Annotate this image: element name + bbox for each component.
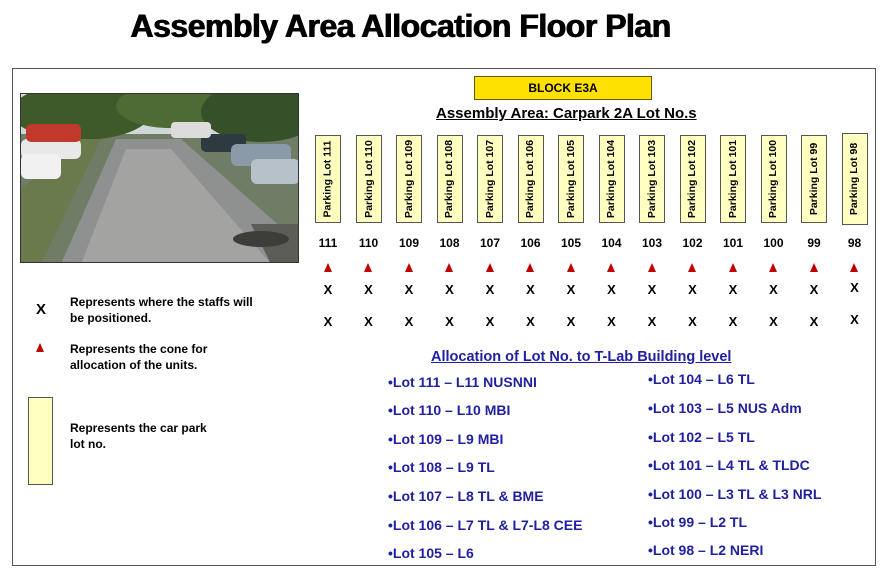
staff-position-marker: X	[526, 314, 535, 329]
parking-lot-label: Parking Lot 104	[605, 139, 618, 219]
staff-position-marker: X	[526, 282, 535, 297]
staff-position-marker: X	[647, 282, 657, 297]
lot-number: 100	[763, 236, 784, 250]
assembly-area-label: Assembly Area: Carpark 2A Lot No.s	[436, 105, 697, 122]
parking-lot-box	[761, 135, 787, 223]
cone-icon	[810, 263, 818, 272]
parking-lot-label: Parking Lot 110	[362, 140, 375, 218]
cone-icon	[445, 263, 453, 272]
parking-lot-box	[599, 135, 625, 223]
staff-position-marker: X	[323, 282, 333, 297]
allocation-item: •Lot 107 – L8 TL & BME	[388, 488, 544, 504]
staff-position-marker: X	[404, 314, 414, 329]
cone-icon	[729, 263, 737, 272]
allocation-item: •Lot 101 – L4 TL & TLDC	[648, 457, 810, 473]
allocation-item: •Lot 98 – L2 NERI	[648, 542, 764, 558]
staff-position-marker: X	[404, 282, 414, 297]
staff-position-marker: X	[445, 314, 454, 329]
staff-marker-legend-icon: X	[36, 301, 47, 318]
lot-number: 104	[601, 236, 622, 250]
lot-number: 106	[520, 236, 541, 250]
parking-lot-box	[315, 135, 341, 223]
cone-icon	[324, 263, 332, 272]
staff-position-marker: X	[647, 314, 657, 329]
allocation-item: •Lot 103 – L5 NUS Adm	[648, 400, 802, 416]
parking-lot-box	[356, 135, 382, 223]
staff-position-marker: X	[728, 282, 738, 297]
allocation-title: Allocation of Lot No. to T-Lab Building level	[431, 349, 732, 365]
lot-number: 108	[439, 236, 460, 250]
lot-number: 102	[682, 236, 703, 250]
parking-lot-box	[842, 133, 868, 225]
lot-number: 101	[722, 236, 744, 250]
staff-position-marker: X	[566, 314, 576, 329]
allocation-item: •Lot 99 – L2 TL	[648, 514, 748, 530]
carpark-photo	[20, 93, 299, 263]
carpark-photo-illustration	[21, 94, 299, 263]
parking-lot-label: Parking Lot 107	[484, 139, 497, 219]
staff-position-marker: X	[688, 282, 697, 297]
allocation-item: •Lot 106 – L7 TL & L7-L8 CEE	[388, 517, 583, 533]
parking-lot-label: Parking Lot 100	[767, 139, 780, 219]
block-e3a-label: BLOCK E3A	[474, 76, 652, 100]
cone-icon	[567, 263, 575, 272]
page-title: Assembly Area Allocation Floor Plan	[130, 8, 671, 44]
cone-icon	[607, 263, 615, 272]
staff-position-marker: X	[364, 314, 373, 329]
parking-lot-box	[720, 135, 746, 223]
allocation-item: •Lot 105 – L6	[388, 545, 474, 561]
staff-position-marker: X	[769, 314, 778, 329]
legend-cone-text: Represents the cone for allocation of the units.	[70, 342, 208, 372]
legend-staff-text: Represents where the staffs will be positioned.	[70, 295, 253, 325]
cone-icon	[364, 263, 372, 272]
lot-number: 107	[479, 236, 501, 250]
parking-lot-label: Parking Lot 101	[727, 139, 740, 219]
lot-number: 110	[358, 236, 379, 250]
parking-lot-box	[477, 135, 503, 223]
parking-lot-label: Parking Lot 106	[524, 139, 537, 219]
allocation-item: •Lot 108 – L9 TL	[388, 459, 495, 475]
cone-icon	[850, 263, 858, 272]
parking-lot-box	[801, 135, 827, 223]
staff-position-marker: X	[607, 282, 616, 297]
staff-position-marker: X	[445, 282, 454, 297]
parking-lot-label: Parking Lot 111	[322, 140, 335, 218]
staff-position-marker: X	[364, 282, 373, 297]
parking-lot-label: Parking Lot 98	[848, 142, 861, 216]
legend-lot-text: Represents the car park lot no.	[70, 421, 207, 451]
lot-number: 98	[847, 236, 862, 250]
cone-icon	[769, 263, 777, 272]
staff-position-marker: X	[850, 280, 859, 295]
cone-legend-icon	[36, 343, 44, 352]
cone-icon	[405, 263, 413, 272]
staff-position-marker: X	[688, 314, 697, 329]
cone-icon	[648, 263, 656, 272]
parking-lot-box	[680, 135, 706, 223]
parking-lot-box	[558, 135, 584, 223]
parking-lot-box	[518, 135, 544, 223]
allocation-item: •Lot 109 – L9 MBI	[388, 431, 504, 447]
staff-position-marker: X	[323, 314, 333, 329]
lot-number: 109	[398, 236, 420, 250]
parking-lot-label: Parking Lot 108	[443, 139, 456, 219]
parking-lot-label: Parking Lot 103	[646, 139, 659, 219]
parking-lot-box	[396, 135, 422, 223]
lot-number: 111	[318, 236, 338, 250]
allocation-item: •Lot 102 – L5 TL	[648, 429, 755, 445]
cone-icon	[486, 263, 494, 272]
lot-number: 105	[560, 236, 582, 250]
staff-position-marker: X	[728, 314, 738, 329]
staff-position-marker: X	[607, 314, 616, 329]
allocation-item: •Lot 111 – L11 NUSNNI	[388, 374, 537, 390]
staff-position-marker: X	[809, 282, 819, 297]
lot-legend-icon	[28, 397, 53, 485]
allocation-item: •Lot 100 – L3 TL & L3 NRL	[648, 486, 822, 502]
staff-position-marker: X	[566, 282, 576, 297]
staff-position-marker: X	[809, 314, 819, 329]
parking-lot-label: Parking Lot 105	[565, 139, 578, 219]
staff-position-marker: X	[769, 282, 778, 297]
parking-lot-label: Parking Lot 99	[808, 142, 821, 216]
cone-icon	[688, 263, 696, 272]
staff-position-marker: X	[485, 314, 495, 329]
allocation-item: •Lot 110 – L10 MBI	[388, 402, 511, 418]
parking-lot-label: Parking Lot 102	[686, 139, 699, 219]
staff-position-marker: X	[485, 282, 495, 297]
cone-icon	[526, 263, 534, 272]
parking-lot-label: Parking Lot 109	[403, 139, 416, 219]
parking-lot-box	[437, 135, 463, 223]
parking-lot-box	[639, 135, 665, 223]
allocation-item: •Lot 104 – L6 TL	[648, 371, 755, 387]
lot-number: 103	[641, 236, 663, 250]
staff-position-marker: X	[850, 312, 859, 327]
lot-number: 99	[807, 236, 821, 250]
